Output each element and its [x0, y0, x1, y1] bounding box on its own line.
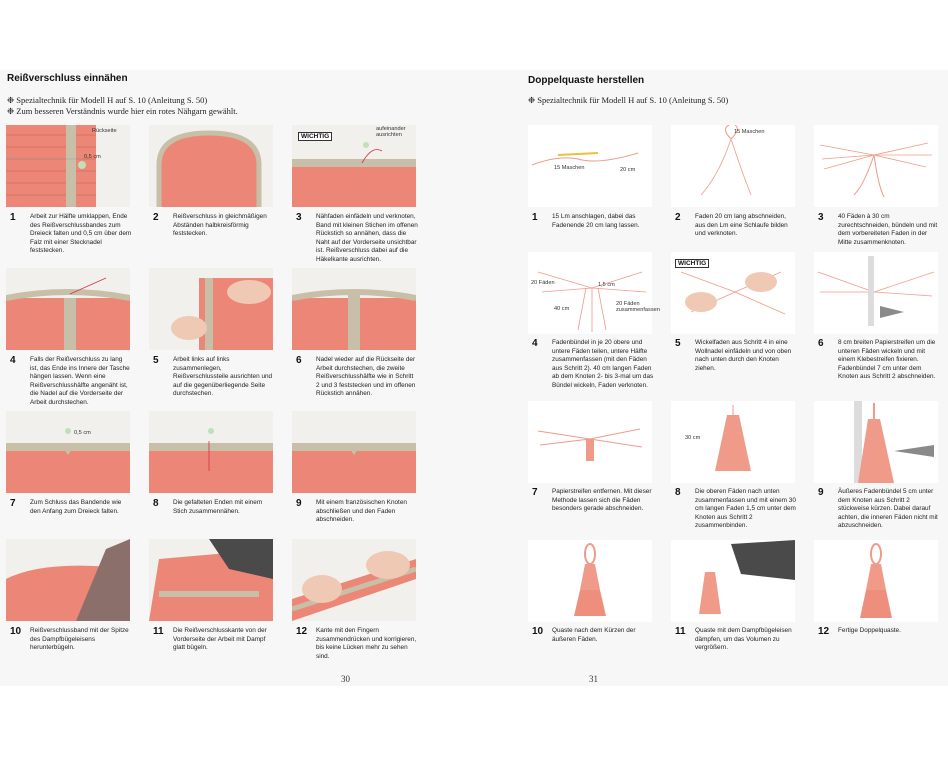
step-6-text: Nadel wieder auf die Rückseite der Arbeit durchstechen, die zweite Reißverschlusshälfte wie in Schritt 2 und 3 feststecken und im offenen Rückstich annähen. [316, 356, 416, 398]
tassel-step-8-photo [671, 401, 795, 483]
step-7-photo [6, 411, 130, 493]
step-1-text: Arbeit zur Hälfte umklappen, Ende des Reißverschlussbandes zum Dreieck falten und 0,5 cm über dem Falz mit einer Stecknadel feststecken. [30, 213, 132, 255]
tassel-step-2-photo [671, 125, 795, 207]
left-page-title: Reißverschluss einnähen [7, 73, 128, 84]
tassel-step-10-number: 10 [532, 626, 544, 637]
label-20cm: 20 cm [620, 167, 636, 173]
tassel-step-9-text: Äußeres Fadenbündel 5 cm unter dem Knoten aus Schritt 2 stückweise kürzen. Dabei darauf achten, die inneren Fäden nicht mit abzuschneiden. [838, 488, 938, 530]
label-05cm-step7: 0,5 cm [74, 430, 91, 436]
tassel-step-7-photo [528, 401, 652, 483]
step-4-number: 4 [10, 355, 16, 366]
step-12-text: Kante mit den Fingern zusammendrücken und korrigieren, bis keine Lücken mehr zu sehen sind. [316, 627, 417, 660]
tassel-step-7-text: Papierstreifen entfernen. Mit dieser Methode lassen sich die Fäden besonders gerade abschneiden. [552, 488, 652, 513]
step-3-text: Nähfaden einfädeln und verknoten, Band mit kleinen Stichen im offenen Rückstich so annähen, dass die Naht auf der Vorderseite unsichtbar ist. Reißverschluss dabei auf die Häkelkante ausrichten. [316, 213, 418, 263]
step-8-photo [149, 411, 273, 493]
tassel-step-4-text: Fadenbündel in je 20 obere und untere Fäden teilen, untere Hälfte zusammenfassen (mit den Fäden aus Schritt 2). 40 cm langen Faden ab dem Knoten 2- bis 3-mal um das Bündel wickeln, Faden verknoten. [552, 339, 654, 389]
tassel-step-2-number: 2 [675, 212, 681, 223]
step-10-number: 10 [10, 626, 22, 637]
step-2-text: Reißverschluss in gleichmäßigen Abständen halbkreisförmig feststecken. [173, 213, 267, 238]
step-9-photo [292, 411, 416, 493]
tassel-step-1-text: 15 Lm anschlagen, dabei das Fadenende 20 cm lang lassen. [552, 213, 640, 229]
step-4-text: Falls der Reißverschluss zu lang ist, das Ende ins Innere der Tasche hängen lassen. Wenn eine Reißverschlusshälfte angenäht ist, die Nadel auf die Vorderseite der Arbeit durchstechen. [30, 356, 130, 406]
tassel-step-5-text: Wickelfaden aus Schritt 4 in eine Wollnadel einfädeln und von oben nach unten durch den Knoten ziehen. [695, 339, 792, 372]
tassel-step-5-number: 5 [675, 338, 681, 349]
step-7-number: 7 [10, 498, 16, 509]
tassel-step-7-number: 7 [532, 487, 538, 498]
step-8-number: 8 [153, 498, 159, 509]
wichtig-badge-right: WICHTIG [675, 259, 709, 268]
tassel-step-3-photo [814, 125, 938, 207]
tassel-step-1-photo [528, 125, 652, 207]
step-1-number: 1 [10, 212, 16, 223]
tassel-step-9-number: 9 [818, 487, 824, 498]
label-rueckseite: Rückseite [92, 128, 117, 134]
right-page-number: 31 [589, 674, 598, 684]
tassel-step-10-photo [528, 540, 652, 622]
tassel-step-1-number: 1 [532, 212, 538, 223]
left-spec-line-2: ❉ Zum besseren Verständnis wurde hier ein rotes Nähgarn gewählt. [7, 106, 238, 116]
label-05cm: 0,5 cm [84, 154, 101, 160]
step-1-photo [6, 125, 130, 207]
step-10-photo [6, 539, 130, 621]
right-page [474, 70, 948, 686]
step-11-photo [149, 539, 273, 621]
tassel-step-6-number: 6 [818, 338, 824, 349]
step-9-number: 9 [296, 498, 302, 509]
label-40cm: 40 cm [554, 306, 570, 312]
tassel-step-9-photo [814, 401, 938, 483]
tassel-step-6-text: 8 cm breiten Papierstreifen um die unteren Fäden wickeln und mit einem Klebestreifen fixieren. Fadenbündel 7 cm unter dem Knoten aus Schritt 2 abschneiden. [838, 339, 936, 381]
tassel-step-12-photo [814, 540, 938, 622]
tassel-step-3-number: 3 [818, 212, 824, 223]
tassel-step-4-photo [528, 252, 660, 334]
left-page [0, 70, 474, 686]
tassel-step-11-text: Quaste mit dem Dampfbügeleisen dämpfen, um das Volumen zu vergrößern. [695, 627, 792, 652]
right-page-title: Doppelquaste herstellen [528, 75, 645, 86]
tassel-step-10-text: Quaste nach dem Kürzen der äußeren Fäden. [552, 627, 636, 643]
step-3-number: 3 [296, 212, 302, 223]
step-2-number: 2 [153, 212, 159, 223]
step-7-text: Zum Schluss das Bandende wie den Anfang zum Dreieck falten. [30, 499, 122, 515]
label-20-faeden-a: 20 Fäden [531, 280, 555, 286]
step-6-photo [292, 268, 416, 350]
step-5-number: 5 [153, 355, 159, 366]
step-5-text: Arbeit links auf links zusammenlegen, Reißverschlussteile ausrichten und auf die gegenüberliegende Seite durchstechen. [173, 356, 273, 398]
tassel-step-8-text: Die oberen Fäden nach unten zusammenfassen und mit einem 30 cm langen Faden 1,5 cm unter dem Knoten aus Schritt 2 zusammenbinden. [695, 488, 796, 530]
step-12-number: 12 [296, 626, 308, 637]
wichtig-badge-left: WICHTIG [298, 132, 332, 141]
step-6-number: 6 [296, 355, 302, 366]
tassel-step-11-photo [671, 540, 795, 622]
tassel-step-12-text: Fertige Doppelquaste. [838, 627, 901, 634]
label-15-maschen-a: 15 Maschen [554, 165, 585, 171]
label-aufeinander: aufeinander ausrichten [376, 126, 406, 139]
step-11-text: Die Reißverschlusskante von der Vorderseite der Arbeit mit Dampf glatt bügeln. [173, 627, 267, 652]
label-15cm: 1,5 cm [598, 282, 615, 288]
tassel-step-3-text: 40 Fäden à 30 cm zurechtschneiden, bündeln und mit dem vorbereiteten Faden in der Mitte zusammenknoten. [838, 213, 938, 246]
step-2-photo [149, 125, 273, 207]
tassel-step-2-text: Faden 20 cm lang abschneiden, aus den Lm eine Schlaufe bilden und verknoten. [695, 213, 788, 238]
label-30cm: 30 cm [685, 435, 701, 441]
step-10-text: Reißverschlussband mit der Spitze des Dampfbügeleisens herunterbügeln. [30, 627, 129, 652]
step-5-photo [149, 268, 273, 350]
tassel-step-4-number: 4 [532, 338, 538, 349]
left-spec-line-1: ❉ Spezialtechnik für Modell H auf S. 10 (Anleitung S. 50) [7, 95, 208, 105]
step-9-text: Mit einem französischen Knoten abschließen und den Faden abschneiden. [316, 499, 407, 524]
label-15-maschen-b: 15 Maschen [734, 129, 765, 135]
step-11-number: 11 [153, 626, 164, 637]
label-20-faeden-b: 20 Fäden zusammenfassen [616, 301, 660, 314]
step-12-photo [292, 539, 416, 621]
step-4-photo [6, 268, 130, 350]
tassel-step-6-photo [814, 252, 938, 334]
right-spec-line-1: ❉ Spezialtechnik für Modell H auf S. 10 (Anleitung S. 50) [528, 95, 729, 105]
tassel-step-8-number: 8 [675, 487, 681, 498]
tassel-step-12-number: 12 [818, 626, 830, 637]
left-page-number: 30 [341, 674, 350, 684]
step-8-text: Die gefalteten Enden mit einem Stich zusammennähen. [173, 499, 263, 515]
tassel-step-11-number: 11 [675, 626, 686, 637]
